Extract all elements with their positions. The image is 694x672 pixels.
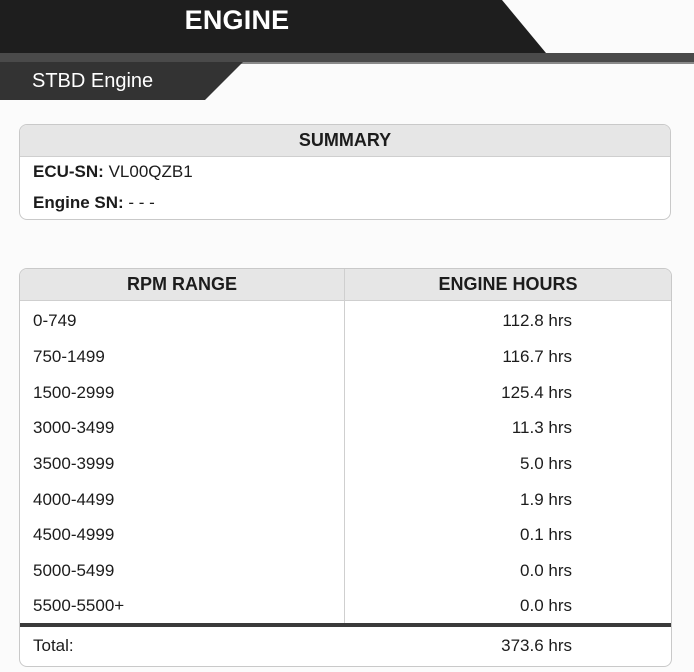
rpm-range-cell: 3500-3999	[33, 454, 115, 473]
engine-sn-label: Engine SN:	[33, 193, 124, 212]
engine-hours-cell: 11.3 hrs	[511, 418, 572, 437]
engine-hours-cell: 0.0 hrs	[520, 596, 572, 615]
table-row	[20, 588, 671, 624]
rpm-range-cell: 750-1499	[33, 347, 105, 366]
total-label: Total:	[33, 636, 74, 655]
total-value: 373.6 hrs	[501, 636, 572, 655]
engine-hours-cell: 116.7 hrs	[502, 347, 572, 366]
ecu-sn-row	[33, 162, 193, 182]
page-title: ENGINE	[184, 5, 290, 35]
engine-hours-cell: 5.0 hrs	[520, 454, 572, 473]
engine-hours-cell: 0.1 hrs	[520, 525, 572, 544]
total-row	[20, 627, 671, 665]
ecu-sn-label: ECU-SN:	[33, 162, 104, 181]
engine-sn-row	[33, 193, 155, 213]
table-row	[20, 517, 671, 553]
rpm-range-cell: 3000-3499	[33, 418, 115, 437]
table-row	[20, 339, 671, 375]
engine-hours-cell: 1.9 hrs	[520, 490, 572, 509]
ecu-sn-value: VL00QZB1	[108, 162, 193, 181]
table-row	[20, 303, 671, 339]
table-row	[20, 553, 671, 589]
header-rule	[0, 53, 694, 62]
subheader-title: STBD Engine	[32, 70, 154, 92]
summary-panel	[19, 124, 671, 220]
rpm-range-cell: 4000-4499	[33, 490, 115, 509]
table-row	[20, 446, 671, 482]
table-row	[20, 482, 671, 518]
summary-title: SUMMARY	[20, 125, 670, 157]
rpm-range-cell: 5000-5499	[33, 561, 115, 580]
table-row	[20, 410, 671, 446]
rpm-range-cell: 1500-2999	[33, 383, 115, 402]
engine-sn-value: - - -	[128, 193, 155, 212]
rpm-range-cell: 4500-4999	[33, 525, 115, 544]
table-row	[20, 375, 671, 411]
column-header-rpm-range: RPM RANGE	[126, 274, 237, 294]
rpm-range-cell: 0-749	[33, 311, 77, 330]
column-header-engine-hours: ENGINE HOURS	[438, 274, 578, 294]
rpm-hours-table	[19, 268, 672, 667]
engine-hours-cell: 125.4 hrs	[501, 383, 572, 402]
engine-hours-cell: 112.8 hrs	[502, 311, 572, 330]
rpm-range-cell: 5500-5500+	[33, 596, 125, 615]
engine-hours-cell: 0.0 hrs	[520, 561, 572, 580]
table-header	[20, 269, 671, 301]
